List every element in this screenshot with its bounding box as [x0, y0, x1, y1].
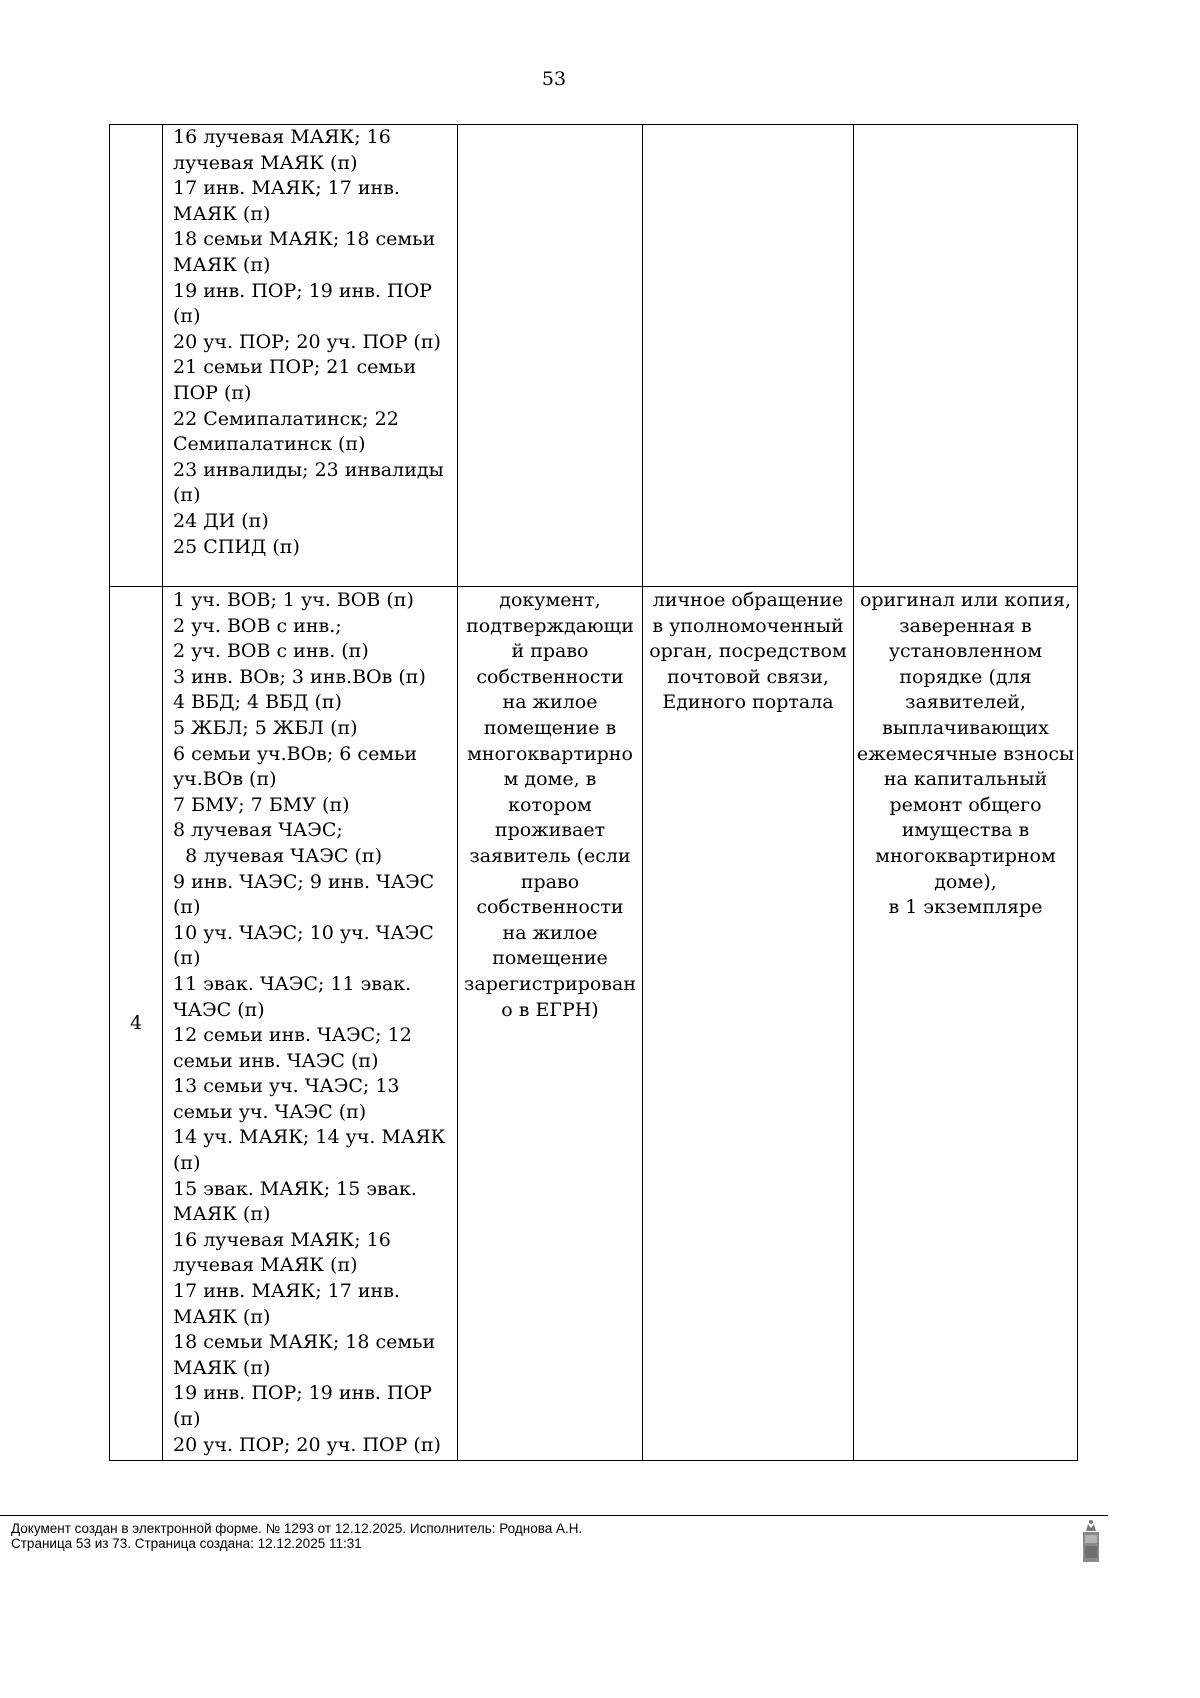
cell-line: 3 инв. ВОв; 3 инв.ВОв (п): [173, 665, 426, 688]
footer-page-info: Страница 53 из 73. Страница создана: 12.12.2025 11:31: [11, 1536, 362, 1551]
cell-line: 5 ЖБЛ; 5 ЖБЛ (п): [173, 716, 358, 739]
cell-line: личное обращение: [652, 589, 844, 611]
table-bottom-border: [109, 1460, 1078, 1461]
cell-line: зарегистрирован: [464, 972, 636, 995]
page-number: 53: [541, 68, 567, 90]
cell-line: 24 ДИ (п): [173, 509, 269, 532]
cell-line: заявителей,: [905, 691, 1026, 714]
cell-line: доме),: [934, 870, 997, 893]
cell-line: помещение: [492, 947, 608, 970]
cell-line: й право: [511, 640, 589, 663]
cell-line: на жилое: [502, 921, 598, 944]
cell-line: 9 инв. ЧАЭС; 9 инв. ЧАЭС: [173, 870, 435, 893]
cell-line: семьи инв. ЧАЭС (п): [173, 1049, 379, 1072]
cell-line: 16 лучевая МАЯК; 16: [173, 126, 391, 148]
cell-line: право: [520, 870, 580, 893]
cell-line: семьи уч. ЧАЭС (п): [173, 1100, 367, 1123]
cell-line: 23 инвалиды; 23 инвалиды: [173, 458, 444, 481]
cell-line: в 1 экземпляре: [888, 896, 1043, 919]
cell-line: МАЯК (п): [173, 1203, 271, 1226]
cell-line: 2 уч. ВОВ с инв.;: [173, 614, 342, 637]
cell-line: собственности: [476, 665, 624, 688]
cell-line: 18 семьи МАЯК; 18 семьи: [173, 1331, 436, 1354]
cell-line: 11 эвак. ЧАЭС; 11 эвак.: [173, 972, 412, 995]
cell-line: уч.ВОв (п): [173, 768, 277, 791]
cell-line: почтовой связи,: [667, 665, 829, 688]
cell-line: 25 СПИД (п): [173, 535, 300, 558]
cell-line: заявитель (если: [469, 844, 631, 867]
cell-line: 17 инв. МАЯК; 17 инв.: [173, 177, 400, 200]
cell-line: 17 инв. МАЯК; 17 инв.: [173, 1280, 400, 1303]
document-form: [854, 588, 1077, 921]
cell-line: имущества в: [901, 819, 1030, 842]
cell-line: 22 Семипалатинск; 22: [173, 407, 399, 430]
cell-line: 10 уч. ЧАЭС; 10 уч. ЧАЭС: [173, 921, 434, 944]
cell-line: ежемесячные взносы: [856, 742, 1075, 765]
cell-line: многоквартирно: [467, 742, 633, 765]
cell-line: 14 уч. МАЯК; 14 уч. МАЯК: [173, 1126, 446, 1149]
cell-line: ремонт общего: [889, 793, 1042, 816]
cell-line: Единого портала: [662, 691, 834, 714]
cell-line: котором: [508, 793, 592, 816]
cell-line: установленном: [888, 640, 1043, 663]
cell-line: 13 семьи уч. ЧАЭС; 13: [173, 1075, 400, 1098]
cell-line: документ,: [499, 589, 601, 611]
emblem-icon: [1078, 1518, 1104, 1564]
cell-line: 20 уч. ПОР; 20 уч. ПОР (п): [173, 1433, 441, 1456]
cell-line: 21 семьи ПОР; 21 семьи: [173, 356, 417, 379]
cell-line: 12 семьи инв. ЧАЭС; 12: [173, 1024, 412, 1047]
cell-line: заверенная в: [899, 614, 1032, 637]
cell-line: 19 инв. ПОР; 19 инв. ПОР: [173, 1382, 432, 1405]
cell-line: 16 лучевая МАЯК; 16: [173, 1228, 391, 1251]
row-number: 4: [129, 1012, 143, 1034]
cell-line: МАЯК (п): [173, 202, 271, 225]
submission-method: [643, 588, 853, 716]
cell-line: 8 лучевая ЧАЭС;: [173, 819, 343, 842]
cell-line: 7 БМУ; 7 БМУ (п): [173, 793, 350, 816]
cell-line: 4 ВБД; 4 ВБД (п): [173, 691, 342, 714]
cell-line: (п): [173, 305, 201, 328]
cell-line: 1 уч. ВОВ; 1 уч. ВОВ (п): [173, 589, 414, 611]
cell-line: оригинал или копия,: [859, 589, 1072, 611]
cell-line: (п): [173, 1408, 201, 1430]
cell-line: МАЯК (п): [173, 1305, 271, 1328]
column-divider: [109, 124, 110, 1461]
cell-line: 19 инв. ПОР; 19 инв. ПОР: [173, 279, 432, 302]
cell-line: (п): [173, 484, 201, 507]
cell-line: 20 уч. ПОР; 20 уч. ПОР (п): [173, 330, 441, 353]
cell-line: собственности: [476, 896, 624, 919]
cell-line: о в ЕГРН): [501, 998, 599, 1021]
cell-line: на капитальный: [883, 768, 1048, 791]
cell-line: орган, посредством: [649, 640, 847, 663]
category-list: [173, 588, 445, 1458]
cell-line: 15 эвак. МАЯК; 15 эвак.: [173, 1177, 417, 1200]
cell-line: выплачивающих: [882, 716, 1049, 739]
cell-line: на жилое: [502, 691, 598, 714]
cell-line: 18 семьи МАЯК; 18 семьи: [173, 228, 436, 251]
column-divider: [1077, 124, 1078, 1461]
footer-document-info: Документ создан в электронной форме. № 1293 от 12.12.2025. Исполнитель: Роднова А.Н.: [11, 1521, 583, 1536]
cell-line: (п): [173, 1152, 201, 1175]
row-divider: [109, 586, 1078, 587]
cell-line: порядке (для: [899, 665, 1032, 688]
cell-line: 8 лучевая ЧАЭС (п): [173, 844, 382, 867]
document-description: [458, 588, 642, 1023]
cell-line: многоквартирном: [875, 844, 1056, 867]
cell-line: МАЯК (п): [173, 253, 271, 276]
column-divider: [162, 124, 163, 1461]
cell-line: подтверждающи: [466, 614, 634, 637]
cell-line: 2 уч. ВОВ с инв. (п): [173, 640, 369, 663]
footer-divider: [0, 1515, 1108, 1516]
cell-line: МАЯК (п): [173, 1356, 271, 1379]
cell-line: 6 семьи уч.ВОв; 6 семьи: [173, 742, 418, 765]
cell-line: лучевая МАЯК (п): [173, 151, 358, 174]
cell-line: лучевая МАЯК (п): [173, 1254, 358, 1277]
cell-line: м доме, в: [503, 768, 597, 791]
footer: [11, 1521, 582, 1551]
cell-line: (п): [173, 896, 201, 919]
continuation-category-list: [173, 125, 444, 560]
cell-line: помещение в: [483, 716, 617, 739]
cell-line: (п): [173, 947, 201, 970]
cell-line: в уполномоченный: [652, 614, 844, 637]
cell-line: ПОР (п): [173, 381, 252, 404]
column-divider: [642, 124, 643, 1461]
cell-line: ЧАЭС (п): [173, 998, 265, 1021]
cell-line: Семипалатинск (п): [173, 433, 366, 456]
cell-line: проживает: [494, 819, 606, 842]
